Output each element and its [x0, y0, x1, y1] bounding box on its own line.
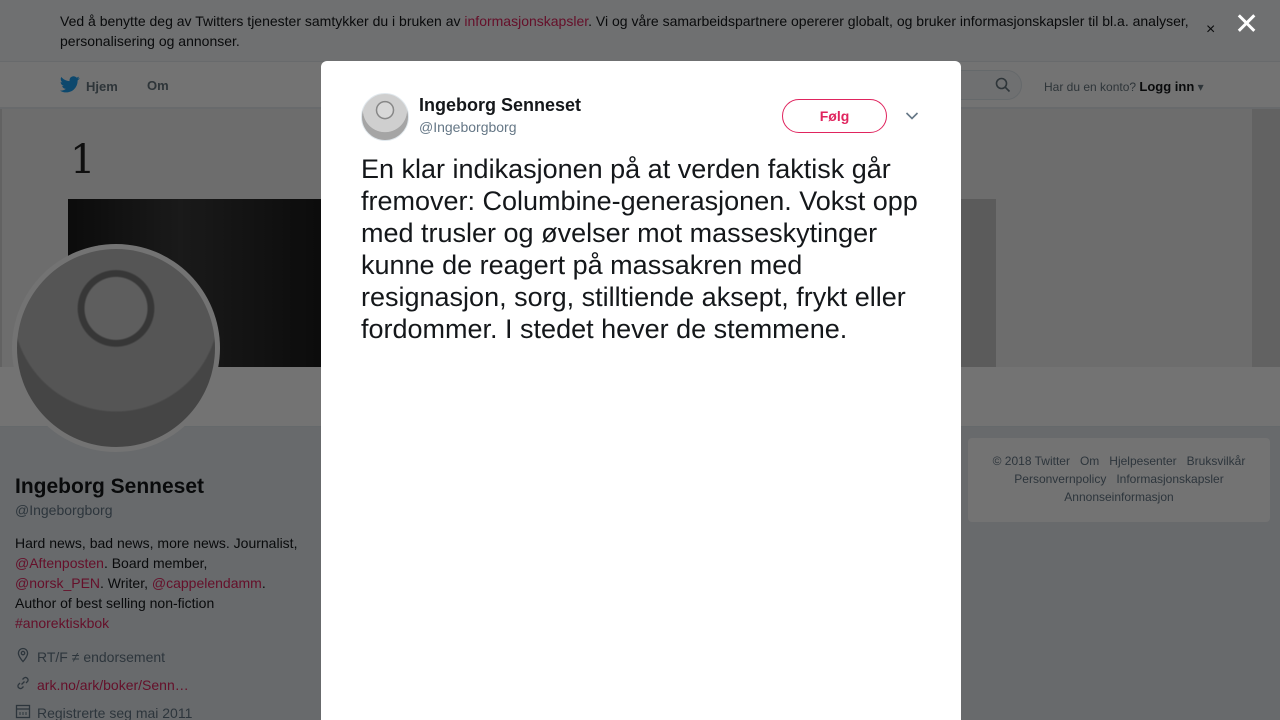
tweet-text: En klar indikasjonen på at verden faktisk går fremover: Columbine-generasjonen. Vokst opp med trusler og øvelser mot masseskytinger kunne de reagert på massakren med resignasjon, sorg, stilltiende aksept, frykt eller fordommer. I stedet hever de stemmene. [361, 154, 918, 344]
follow-button[interactable]: Følg [782, 99, 887, 133]
chevron-down-icon[interactable] [905, 108, 919, 126]
close-icon[interactable]: ✕ [1234, 8, 1260, 41]
tweet-author-name[interactable]: Ingeborg Senneset [419, 95, 582, 115]
tweet-author-handle[interactable]: @Ingeborgborg [419, 119, 517, 135]
tweet-author-avatar[interactable] [361, 93, 409, 141]
tweet-modal [321, 61, 961, 720]
